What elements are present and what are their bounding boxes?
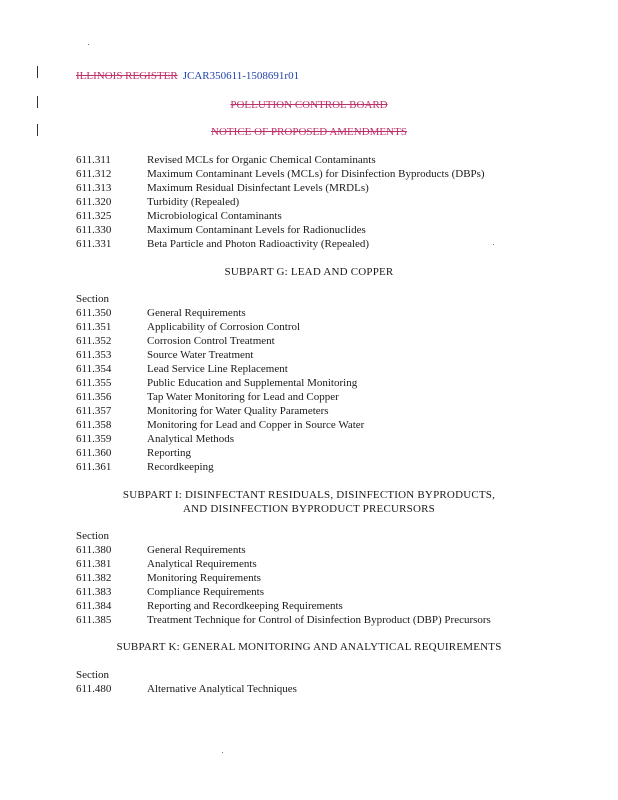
change-bar [37,66,38,78]
list-item [76,391,339,405]
list-item [76,210,282,224]
section-number: 611.350 [76,307,112,319]
section-number: 611.480 [76,683,112,695]
list-item [76,335,275,349]
section-title: Turbidity (Repealed) [147,196,240,208]
section-number: 611.311 [76,154,111,166]
list-item [76,461,214,475]
notice-title: NOTICE OF PROPOSED AMENDMENTS [211,126,407,138]
list-item [76,586,264,600]
section-title: Public Education and Supplemental Monitoring [147,377,358,389]
section-number: 611.358 [76,419,112,431]
section-number: 611.351 [76,321,112,333]
section-number: 611.381 [76,558,112,570]
list-item [76,572,261,586]
section-title: Applicability of Corrosion Control [147,321,301,333]
register-name: ILLINOIS REGISTER [76,70,178,82]
scan-speck [88,44,89,45]
section-number: 611.357 [76,405,112,417]
list-item [76,683,297,697]
section-label: Section [76,669,109,681]
section-number: 611.380 [76,544,112,556]
list-item [76,600,343,614]
list-item [76,349,253,363]
section-title: Microbiological Contaminants [147,210,282,222]
section-label: Section [76,293,109,305]
section-title: Source Water Treatment [147,349,254,361]
section-title: Beta Particle and Photon Radioactivity (Repealed) [147,238,370,250]
list-item [76,433,234,447]
section-number: 611.331 [76,238,112,250]
section-title: Analytical Methods [147,433,235,445]
section-title: General Requirements [147,544,246,556]
section-title: Compliance Requirements [147,586,264,598]
subpart-k-heading: SUBPART K: GENERAL MONITORING AND ANALYTICAL REQUIREMENTS [116,641,502,653]
section-title: Monitoring Requirements [147,572,261,584]
section-number: 611.353 [76,349,112,361]
jcar-code: JCAR350611-1508691r01 [182,70,300,82]
subpart-i-heading-cont: AND DISINFECTION BYPRODUCT PRECURSORS [183,503,435,515]
section-title: Maximum Contaminant Levels for Radionuclides [147,224,366,236]
list-item [76,544,246,558]
section-title: Monitoring for Lead and Copper in Source Water [147,419,365,431]
section-title: Maximum Contaminant Levels (MCLs) for Disinfection Byproducts (DBPs) [147,168,485,180]
list-item [76,419,364,433]
section-number: 611.384 [76,600,112,612]
section-title: Lead Service Line Replacement [147,363,288,375]
section-title: Alternative Analytical Techniques [147,683,297,695]
section-number: 611.312 [76,168,112,180]
section-title: Reporting and Recordkeeping Requirements [147,600,343,612]
section-number: 611.325 [76,210,112,222]
section-number: 611.355 [76,377,112,389]
list-item [76,168,485,182]
list-item [76,321,300,335]
list-item [76,614,491,628]
section-number: 611.385 [76,614,112,626]
list-item [76,154,376,168]
subpart-g-heading: SUBPART G: LEAD AND COPPER [224,266,394,278]
section-title: Recordkeeping [147,461,214,473]
section-number: 611.313 [76,182,112,194]
list-item [76,182,369,196]
section-title: Analytical Requirements [147,558,257,570]
section-number: 611.356 [76,391,112,403]
scan-speck [222,752,223,753]
section-title: Treatment Technique for Control of Disinfection Byproduct (DBP) Precursors [147,614,491,626]
section-title: Corrosion Control Treatment [147,335,275,347]
subpart-i-heading: SUBPART I: DISINFECTANT RESIDUALS, DISINFECTION BYPRODUCTS, [122,489,496,501]
section-number: 611.354 [76,363,112,375]
scan-speck [493,244,494,245]
list-item [76,238,369,252]
section-number: 611.320 [76,196,112,208]
list-item [76,196,239,210]
section-title: Revised MCLs for Organic Chemical Contaminants [147,154,376,166]
board-title: POLLUTION CONTROL BOARD [230,99,388,111]
list-item [76,307,246,321]
section-title: General Requirements [147,307,246,319]
list-item [76,377,357,391]
register-header [76,70,299,82]
section-number: 611.382 [76,572,112,584]
section-number: 611.361 [76,461,112,473]
section-title: Reporting [147,447,191,459]
section-number: 611.330 [76,224,112,236]
list-item [76,224,366,238]
section-title: Monitoring for Water Quality Parameters [147,405,329,417]
list-item [76,405,329,419]
list-item [76,447,191,461]
list-item [76,558,257,572]
section-label: Section [76,530,109,542]
section-number: 611.383 [76,586,112,598]
section-number: 611.360 [76,447,112,459]
list-item [76,363,288,377]
section-title: Tap Water Monitoring for Lead and Copper [147,391,339,403]
section-number: 611.359 [76,433,112,445]
section-number: 611.352 [76,335,112,347]
section-title: Maximum Residual Disinfectant Levels (MRDLs) [147,182,369,194]
